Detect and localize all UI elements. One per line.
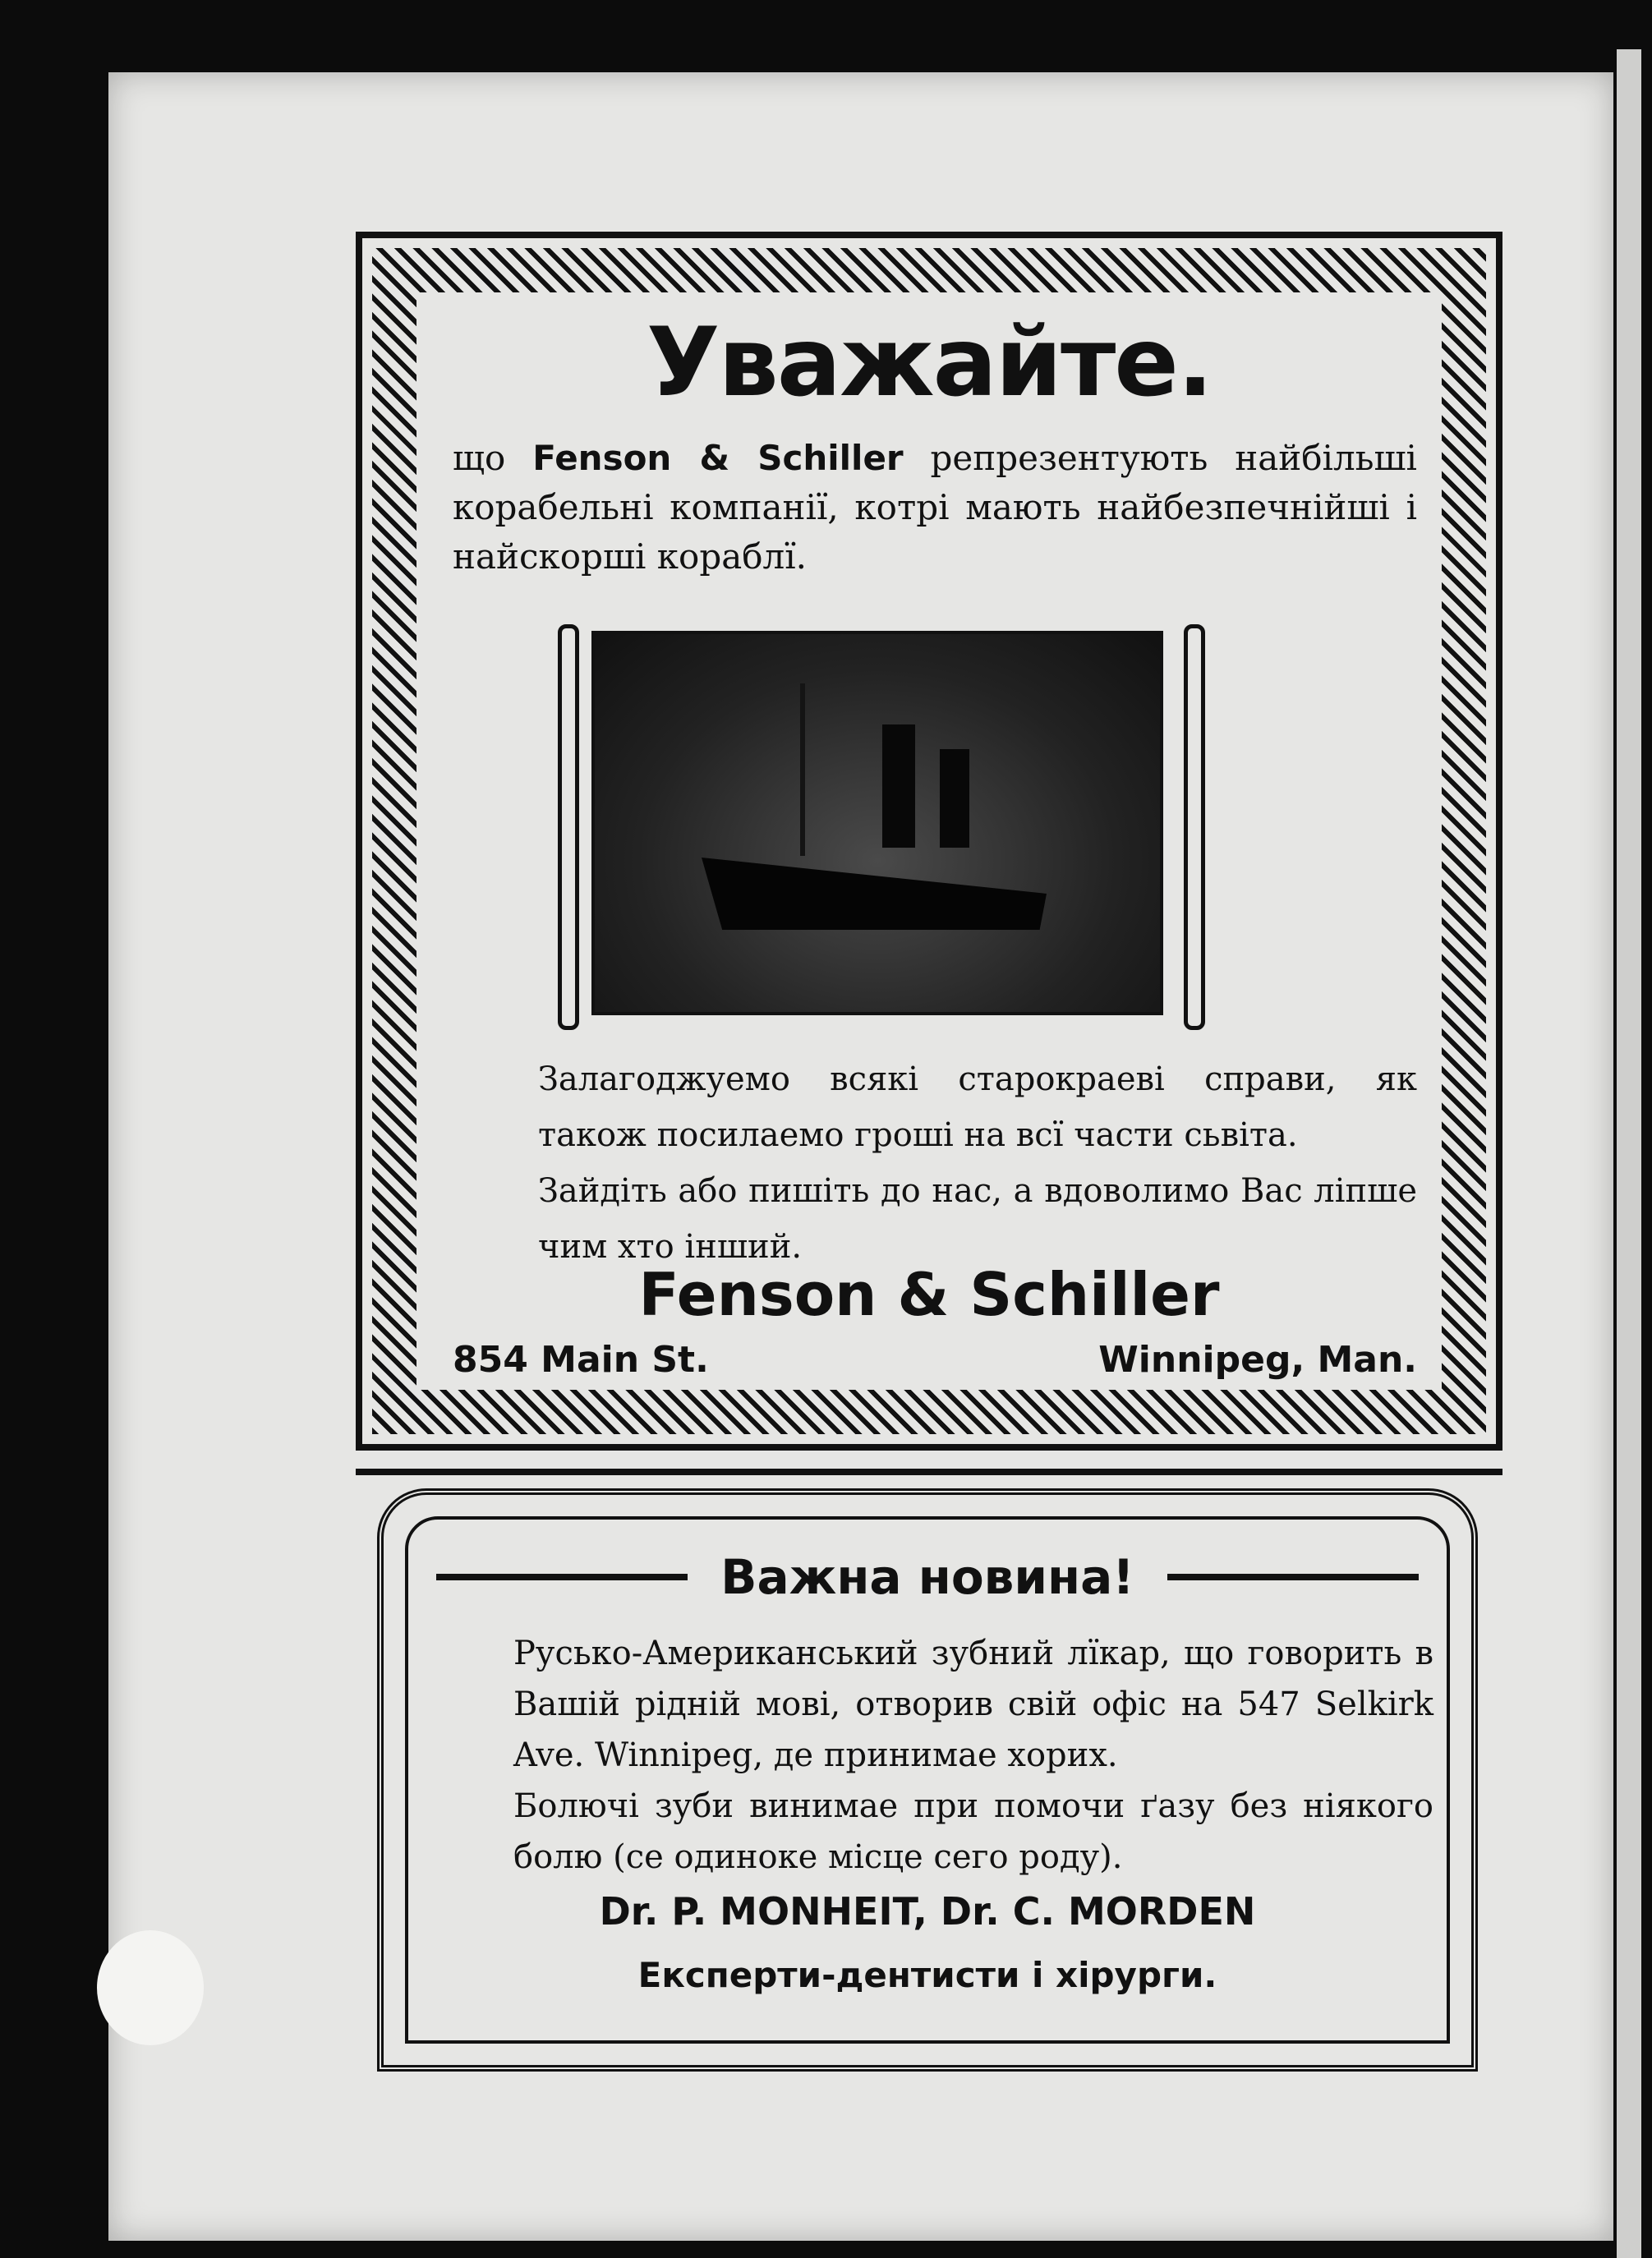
intro-rest: репрезентують найбільші корабельні компанії, котрі мають найбезпечнійші і найскорші кораблї.: [453, 438, 1417, 577]
ad2-doctor-names: Dr. P. MONHEIT, Dr. C. MORDEN: [599, 1889, 1256, 1934]
title-rule-right: [1167, 1574, 1419, 1580]
ship-funnel: [882, 724, 915, 848]
scan-edge: [1617, 49, 1641, 2258]
ad2-paragraph-2: Болючі зуби винимае при помочи ґазу без ніякого болю (се одиноке місце сего роду).: [513, 1787, 1433, 1876]
horizontal-rule: [356, 1469, 1502, 1475]
ad2-subtitle: Експерти-дентисти і хірурги.: [637, 1955, 1217, 1995]
ad2-headline: Важна новина!: [720, 1549, 1134, 1605]
right-bracket: [1184, 624, 1205, 1030]
ad1-intro-text: [453, 434, 1417, 582]
dentist-advertisement: [377, 1488, 1478, 2072]
steamship-illustration: [591, 631, 1163, 1015]
ship-funnel: [940, 749, 969, 848]
ad2-title-row: [436, 1544, 1419, 1610]
ad1-firm-name: Fenson & Schiller: [638, 1260, 1220, 1329]
ad2-body-text: [428, 1628, 1433, 1883]
ad1-body-paragraph-1: Залагоджуемо всякі старокраеві справи, як також посилаемо гроші на всї части сьвіта.: [538, 1060, 1417, 1154]
ad1-address-row: [453, 1339, 1417, 1381]
scan-blemish: [97, 1930, 204, 2045]
ad1-headline: Уважайте.: [646, 307, 1213, 418]
fenson-schiller-advertisement: [356, 232, 1502, 1451]
document-page: [108, 72, 1613, 2241]
title-rule-left: [436, 1574, 688, 1580]
left-bracket: [558, 624, 579, 1030]
ad1-street-address: 854 Main St.: [453, 1339, 709, 1381]
ship-hull: [702, 839, 1047, 930]
ad2-paragraph-1: Русько-Американський зубний лїкар, що говорить в Вашій рідній мові, отворив свій офіс на 547 Selkirk Ave. Winnipeg, де принимае хорих.: [513, 1635, 1433, 1774]
ad1-city: Winnipeg, Man.: [1098, 1339, 1417, 1381]
ad1-body-text: [453, 1051, 1417, 1275]
intro-prefix: що: [453, 438, 506, 478]
ship-mast: [800, 683, 805, 856]
intro-firm-name: Fenson & Schiller: [532, 438, 904, 478]
ad1-body-paragraph-2: Зайдіть або пишіть до нас, а вдоволимо Вас ліпше чим хто інший.: [538, 1172, 1417, 1266]
